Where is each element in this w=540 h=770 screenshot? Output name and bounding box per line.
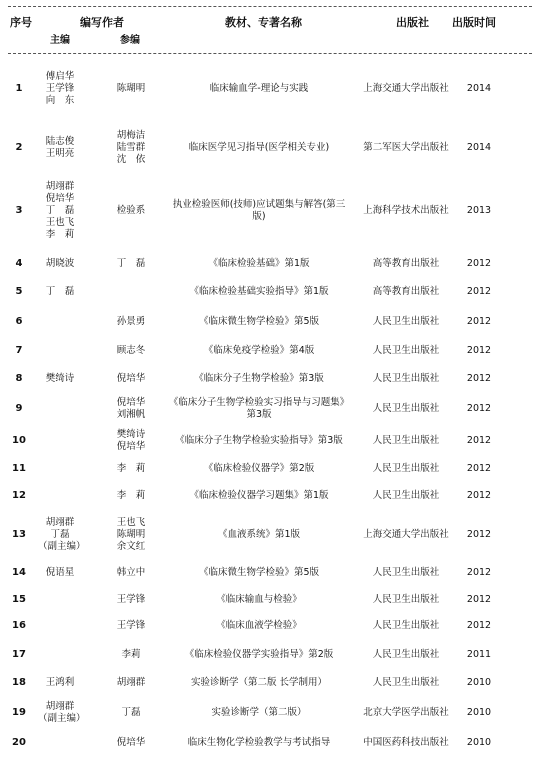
publication-year: 2011 bbox=[466, 649, 492, 660]
publisher: 人民卫生出版社 bbox=[372, 567, 440, 578]
publisher: 高等教育出版社 bbox=[372, 286, 440, 297]
author-name: 倪培华 bbox=[116, 737, 146, 748]
row-number: 10 bbox=[12, 435, 26, 446]
contributor-cell bbox=[106, 670, 156, 696]
publication-year: 2012 bbox=[466, 435, 492, 446]
author-name: 樊绮诗 bbox=[116, 429, 146, 440]
header-year: 出版时间 bbox=[452, 16, 496, 29]
author-name: 胡翊群 bbox=[45, 701, 75, 712]
row-number: 5 bbox=[15, 286, 23, 297]
contributor-cell bbox=[106, 122, 156, 174]
publisher: 人民卫生出版社 bbox=[372, 594, 440, 605]
contributor-cell bbox=[106, 730, 156, 756]
chief-editor-cell bbox=[38, 66, 82, 112]
table-row bbox=[0, 510, 540, 560]
table-row bbox=[0, 670, 540, 696]
contributor-cell bbox=[106, 306, 156, 338]
table-row bbox=[0, 306, 540, 338]
publication-year: 2012 bbox=[466, 345, 492, 356]
chief-editor-cell bbox=[38, 588, 82, 612]
author-name: 李 莉 bbox=[45, 229, 75, 240]
top-rule bbox=[8, 6, 532, 7]
book-title: 《临床微生物学检验》第5版 bbox=[198, 316, 320, 327]
book-title: 实验诊断学（第二版） bbox=[211, 707, 307, 718]
publisher: 人民卫生出版社 bbox=[372, 403, 440, 414]
row-number: 6 bbox=[15, 316, 23, 327]
publisher: 高等教育出版社 bbox=[372, 258, 440, 269]
header-contributor: 参编 bbox=[120, 35, 140, 46]
author-name: 丁磊 bbox=[50, 529, 70, 540]
chief-editor-cell bbox=[38, 458, 82, 480]
author-name: 胡翊群 bbox=[45, 517, 75, 528]
author-name: 丁 磊 bbox=[116, 258, 146, 269]
chief-editor-cell bbox=[38, 366, 82, 392]
contributor-cell bbox=[106, 458, 156, 480]
author-name: 王学锋 bbox=[45, 83, 75, 94]
book-title: 《临床微生物学检验》第5版 bbox=[198, 567, 320, 578]
book-title: 《临床输血与检验》 bbox=[216, 594, 302, 605]
book-title: 《临床检验仪器学》第2版 bbox=[203, 463, 315, 474]
publication-year: 2012 bbox=[466, 620, 492, 631]
table-row bbox=[0, 426, 540, 456]
author-name: 王也飞 bbox=[116, 517, 146, 528]
author-name: 陈瑚明 bbox=[116, 529, 146, 540]
chief-editor-cell bbox=[38, 306, 82, 338]
author-name: 丁磊 bbox=[121, 707, 141, 718]
row-number: 18 bbox=[12, 677, 26, 688]
publisher: 北京大学医学出版社 bbox=[363, 707, 449, 718]
author-name: 陈瑚明 bbox=[116, 83, 146, 94]
book-title: 《临床分子生物学检验实验指导》第3版 bbox=[175, 435, 343, 446]
chief-editor-cell bbox=[38, 394, 82, 424]
row-number: 2 bbox=[15, 142, 23, 153]
publisher: 上海交通大学出版社 bbox=[363, 83, 449, 94]
chief-editor-cell bbox=[38, 698, 86, 728]
author-name: 樊绮诗 bbox=[45, 373, 75, 384]
author-name: 王鸿利 bbox=[45, 677, 75, 688]
contributor-cell bbox=[106, 394, 156, 424]
table-row bbox=[0, 280, 540, 304]
contributor-cell bbox=[106, 176, 156, 246]
table-row bbox=[0, 562, 540, 584]
book-title: 临床医学见习指导(医学相关专业) bbox=[188, 142, 330, 153]
publisher: 人民卫生出版社 bbox=[372, 316, 440, 327]
table-row bbox=[0, 176, 540, 246]
chief-editor-cell bbox=[38, 176, 82, 246]
contributor-cell bbox=[106, 642, 156, 668]
row-number: 15 bbox=[12, 594, 26, 605]
author-name: 丁 磊 bbox=[45, 205, 75, 216]
author-name: （副主编） bbox=[38, 541, 86, 552]
contributor-cell bbox=[106, 366, 156, 392]
row-number: 7 bbox=[15, 345, 23, 356]
publication-year: 2012 bbox=[466, 403, 492, 414]
book-title: 《临床检验仪器学实验指导》第2版 bbox=[184, 649, 334, 660]
author-name: 倪培华 bbox=[116, 373, 146, 384]
author-name: 胡梅洁 bbox=[116, 130, 146, 141]
header-authors: 编写作者 bbox=[80, 16, 124, 29]
row-number: 1 bbox=[15, 83, 23, 94]
contributor-cell bbox=[106, 614, 156, 638]
publication-year: 2012 bbox=[466, 490, 492, 501]
publisher: 人民卫生出版社 bbox=[372, 435, 440, 446]
row-number: 11 bbox=[12, 463, 26, 474]
publication-year: 2010 bbox=[466, 707, 492, 718]
publication-year: 2013 bbox=[466, 205, 492, 216]
author-name: 胡晓波 bbox=[45, 258, 75, 269]
author-name: 倪培华 bbox=[116, 397, 146, 408]
publication-year: 2012 bbox=[466, 316, 492, 327]
table-row bbox=[0, 366, 540, 392]
contributor-cell bbox=[106, 698, 156, 728]
row-number: 20 bbox=[12, 737, 26, 748]
chief-editor-cell bbox=[38, 642, 82, 668]
book-title: 《血液系统》第1版 bbox=[217, 529, 301, 540]
author-name: 向 东 bbox=[45, 95, 75, 106]
publication-year: 2012 bbox=[466, 567, 492, 578]
row-number: 9 bbox=[15, 403, 23, 414]
publication-year: 2012 bbox=[466, 529, 492, 540]
author-name: 李莉 bbox=[121, 649, 141, 660]
table-row bbox=[0, 614, 540, 638]
book-title: 《临床检验仪器学习题集》第1版 bbox=[189, 490, 329, 501]
book-title: 《临床检验基础》第1版 bbox=[208, 258, 310, 269]
table-row bbox=[0, 730, 540, 756]
row-number: 8 bbox=[15, 373, 23, 384]
book-title: 临床生物化学检验教学与考试指导 bbox=[187, 737, 331, 748]
contributor-cell bbox=[106, 426, 156, 456]
author-name: 王也飞 bbox=[45, 217, 75, 228]
table-row bbox=[0, 340, 540, 362]
row-number: 14 bbox=[12, 567, 26, 578]
author-name: 孙景勇 bbox=[116, 316, 146, 327]
author-name: 傅启华 bbox=[45, 71, 75, 82]
author-name: （副主编） bbox=[38, 713, 86, 724]
contributor-cell bbox=[106, 280, 156, 304]
book-title: 临床输血学-理论与实践 bbox=[209, 83, 309, 94]
publication-year: 2012 bbox=[466, 463, 492, 474]
author-name: 王明亮 bbox=[45, 148, 75, 159]
chief-editor-cell bbox=[38, 484, 82, 508]
table-row bbox=[0, 484, 540, 508]
author-name: 韩立中 bbox=[116, 567, 146, 578]
table-row bbox=[0, 66, 540, 112]
chief-editor-cell bbox=[38, 562, 82, 584]
book-title: 《临床免疫学检验》第4版 bbox=[203, 345, 315, 356]
publication-year: 2012 bbox=[466, 286, 492, 297]
publisher: 上海科学技术出版社 bbox=[363, 205, 449, 216]
table-row bbox=[0, 394, 540, 424]
contributor-cell bbox=[106, 588, 156, 612]
header-publisher: 出版社 bbox=[396, 16, 429, 29]
chief-editor-cell bbox=[38, 670, 82, 696]
author-name: 胡翊群 bbox=[116, 677, 146, 688]
book-title: 实验诊断学（第二版 长学制用） bbox=[190, 677, 328, 688]
header-title: 教材、专著名称 bbox=[225, 16, 302, 29]
author-name: 李 莉 bbox=[116, 490, 146, 501]
row-number: 4 bbox=[15, 258, 23, 269]
author-name: 倪语星 bbox=[45, 567, 75, 578]
table-row bbox=[0, 642, 540, 668]
publication-year: 2010 bbox=[466, 737, 492, 748]
header-chief-editor: 主编 bbox=[50, 35, 70, 46]
table-row bbox=[0, 458, 540, 480]
row-number: 12 bbox=[12, 490, 26, 501]
author-name: 丁 磊 bbox=[45, 286, 75, 297]
publication-year: 2014 bbox=[466, 142, 492, 153]
author-name: 王学锋 bbox=[116, 594, 146, 605]
chief-editor-cell bbox=[38, 122, 82, 174]
chief-editor-cell bbox=[38, 340, 82, 362]
author-name: 倪培华 bbox=[116, 441, 146, 452]
publisher: 人民卫生出版社 bbox=[372, 490, 440, 501]
author-name: 王学锋 bbox=[116, 620, 146, 631]
row-number: 3 bbox=[15, 205, 23, 216]
publisher: 人民卫生出版社 bbox=[372, 345, 440, 356]
contributor-cell bbox=[106, 252, 156, 276]
publisher: 中国医药科技出版社 bbox=[363, 737, 449, 748]
author-name: 余文红 bbox=[116, 541, 146, 552]
header-rule bbox=[8, 53, 532, 54]
publisher: 人民卫生出版社 bbox=[372, 373, 440, 384]
publication-year: 2012 bbox=[466, 258, 492, 269]
publisher: 上海交通大学出版社 bbox=[363, 529, 449, 540]
chief-editor-cell bbox=[38, 252, 82, 276]
contributor-cell bbox=[106, 562, 156, 584]
chief-editor-cell bbox=[38, 510, 86, 560]
chief-editor-cell bbox=[38, 730, 82, 756]
table-row bbox=[0, 588, 540, 612]
table-row bbox=[0, 252, 540, 276]
book-title: 《临床分子生物学检验实习指导与习题集》第3版 bbox=[168, 397, 350, 420]
author-name: 陆志俊 bbox=[45, 136, 75, 147]
publication-year: 2010 bbox=[466, 677, 492, 688]
publication-year: 2012 bbox=[466, 373, 492, 384]
author-name: 陆雪群 bbox=[116, 142, 146, 153]
publisher: 第二军医大学出版社 bbox=[363, 142, 449, 153]
book-title: 《临床检验基础实验指导》第1版 bbox=[189, 286, 329, 297]
author-name: 顾志冬 bbox=[116, 345, 146, 356]
header-no: 序号 bbox=[10, 16, 32, 29]
chief-editor-cell bbox=[38, 426, 82, 456]
chief-editor-cell bbox=[38, 280, 82, 304]
publisher: 人民卫生出版社 bbox=[372, 649, 440, 660]
contributor-cell bbox=[106, 340, 156, 362]
row-number: 19 bbox=[12, 707, 26, 718]
publication-year: 2012 bbox=[466, 594, 492, 605]
publisher: 人民卫生出版社 bbox=[372, 463, 440, 474]
book-title: 《临床血液学检验》 bbox=[216, 620, 302, 631]
book-title: 《临床分子生物学检验》第3版 bbox=[194, 373, 324, 384]
contributor-cell bbox=[106, 484, 156, 508]
contributor-cell bbox=[106, 510, 156, 560]
contributor-cell bbox=[106, 66, 156, 112]
row-number: 16 bbox=[12, 620, 26, 631]
table-row bbox=[0, 122, 540, 174]
table-row bbox=[0, 698, 540, 728]
author-name: 倪培华 bbox=[45, 193, 75, 204]
publisher: 人民卫生出版社 bbox=[372, 620, 440, 631]
author-name: 刘湘帆 bbox=[116, 409, 146, 420]
book-title: 执业检验医师(技师)应试题集与解答(第三版) bbox=[172, 199, 346, 222]
row-number: 17 bbox=[12, 649, 26, 660]
author-name: 李 莉 bbox=[116, 463, 146, 474]
publisher: 人民卫生出版社 bbox=[372, 677, 440, 688]
row-number: 13 bbox=[12, 529, 26, 540]
author-name: 沈 依 bbox=[116, 154, 146, 165]
chief-editor-cell bbox=[38, 614, 82, 638]
publication-year: 2014 bbox=[466, 83, 492, 94]
author-name: 检验系 bbox=[116, 205, 146, 216]
author-name: 胡翊群 bbox=[45, 181, 75, 192]
